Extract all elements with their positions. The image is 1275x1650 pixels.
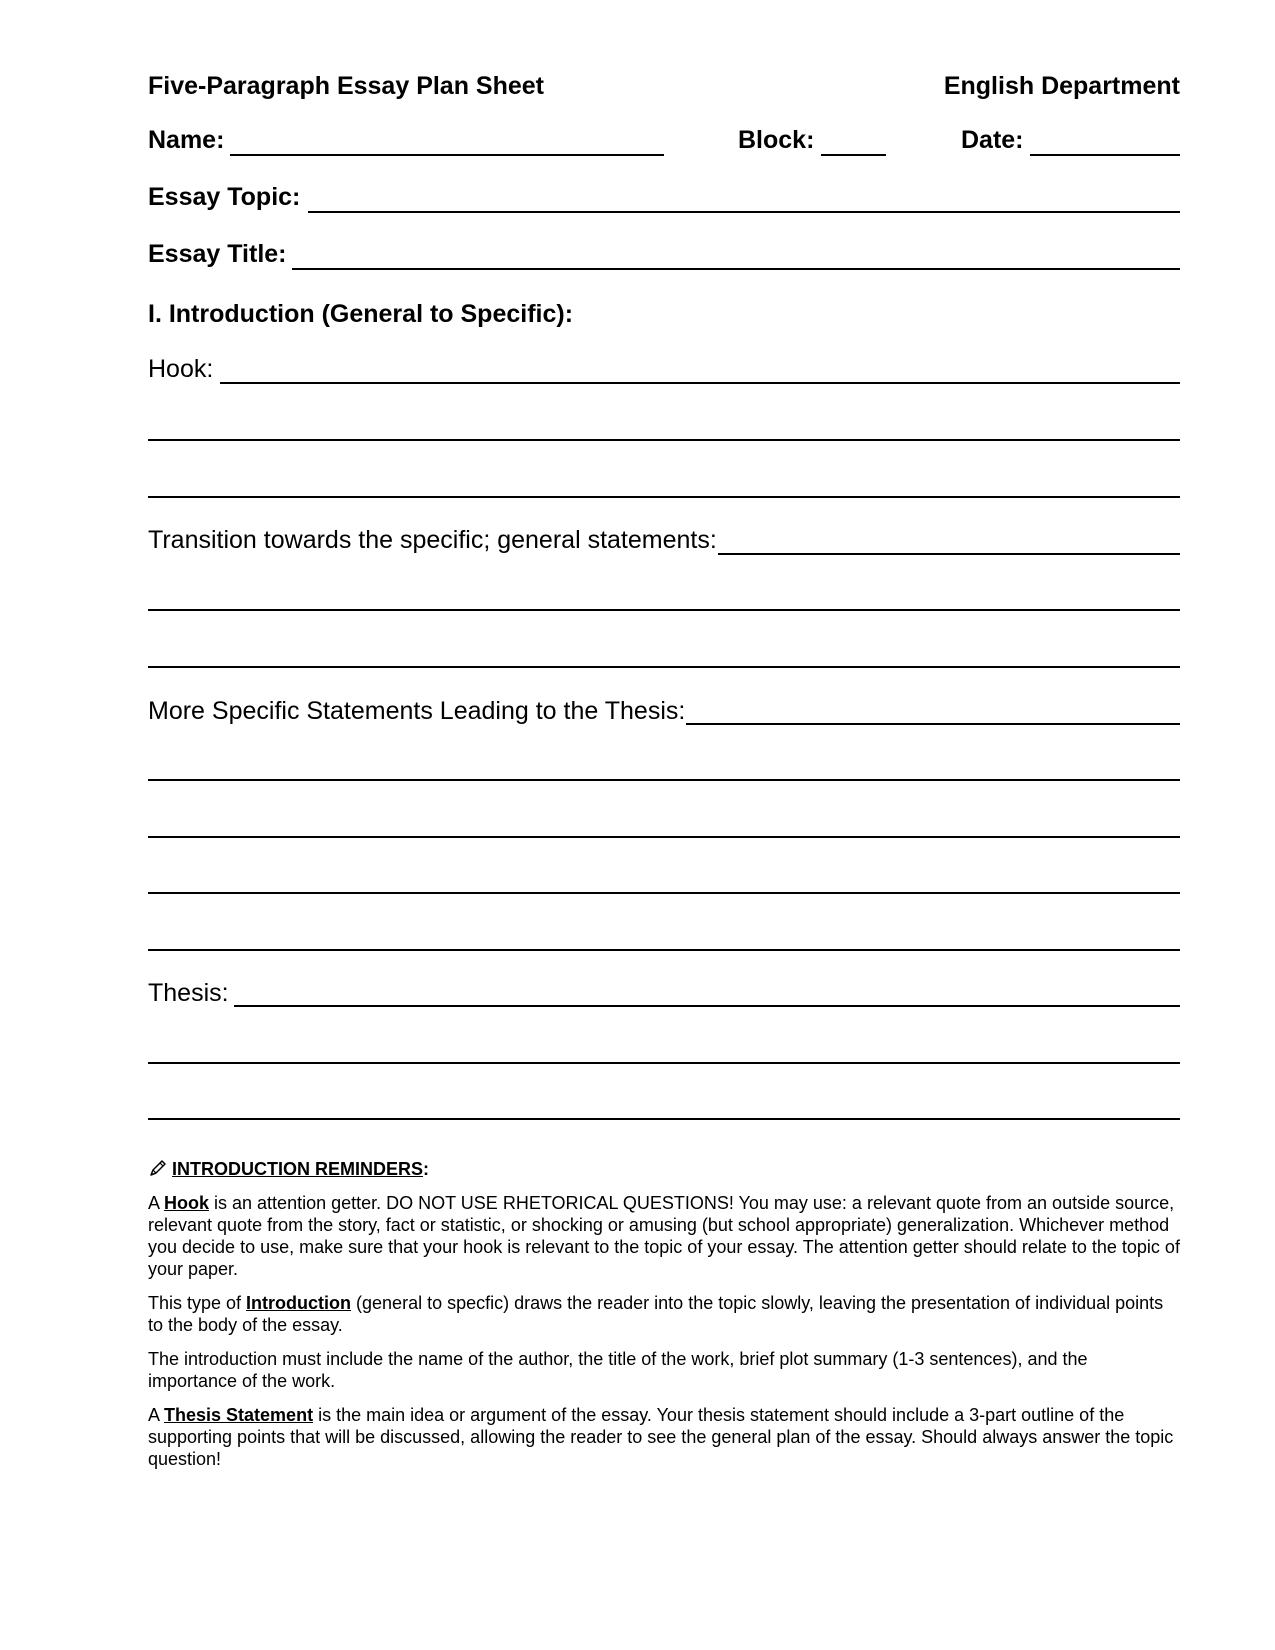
introduction-keyword: Introduction xyxy=(246,1293,352,1313)
thesis-keyword: Thesis Statement xyxy=(164,1405,314,1425)
hook-reminder xyxy=(148,1192,1180,1280)
specific-statements-line[interactable] xyxy=(148,949,1180,951)
block-field[interactable] xyxy=(821,154,886,156)
essay-title-label: Essay Title: xyxy=(148,240,287,268)
thesis-line[interactable] xyxy=(148,1118,1180,1120)
thesis-reminder-text: is the main idea or argument of the essay. Your thesis statement should include a 3-part outline of the supporting points that will be discussed, allowing the reader to see the general plan of the essay. Should always answer the topic question! xyxy=(148,1405,1174,1469)
specific-statements-line[interactable] xyxy=(686,723,1180,725)
name-field[interactable] xyxy=(230,154,664,156)
thesis-reminder-pre: A xyxy=(148,1405,165,1425)
introduction-reminders xyxy=(148,1158,1180,1482)
reminders-heading xyxy=(148,1158,1180,1180)
introduction-reminder-text: (general to specfic) draws the reader into the topic slowly, leaving the presentation of individual points to the body of the essay. xyxy=(148,1293,1164,1335)
transition-line[interactable] xyxy=(148,666,1180,668)
transition-line[interactable] xyxy=(148,609,1180,611)
specific-statements-line[interactable] xyxy=(148,779,1180,781)
department-name: English Department xyxy=(943,72,1180,100)
block-label: Block: xyxy=(738,126,815,154)
hook-line[interactable] xyxy=(148,439,1180,441)
hook-reminder-pre: A xyxy=(148,1193,165,1213)
date-label: Date: xyxy=(961,126,1024,154)
name-label: Name: xyxy=(148,126,225,154)
content-reminder: The introduction must include the name of the author, the title of the work, brief plot summary (1-3 sentences), and the importance of the work. xyxy=(148,1349,1088,1391)
thesis-line[interactable] xyxy=(148,1062,1180,1064)
essay-topic-field[interactable] xyxy=(308,211,1180,213)
thesis-label: Thesis: xyxy=(148,979,229,1007)
hook-keyword: Hook xyxy=(164,1193,210,1213)
specific-statements-label: More Specific Statements Leading to the Thesis: xyxy=(148,697,686,725)
reminders-heading-colon: : xyxy=(423,1159,429,1179)
hook-label: Hook: xyxy=(148,355,214,383)
transition-label: Transition towards the specific; general statements: xyxy=(148,526,717,554)
specific-statements-line[interactable] xyxy=(148,892,1180,894)
thesis-line[interactable] xyxy=(234,1005,1180,1007)
pencil-icon xyxy=(148,1158,168,1178)
introduction-reminder-pre: This type of xyxy=(148,1293,247,1313)
reminders-heading-text: INTRODUCTION REMINDERS xyxy=(172,1159,423,1179)
hook-line[interactable] xyxy=(220,382,1180,384)
essay-title-field[interactable] xyxy=(292,268,1180,270)
hook-reminder-text: is an attention getter. DO NOT USE RHETORICAL QUESTIONS! You may use: a relevant quote from an outside source, relevant quote from the story, fact or statistic, or shocking or amusing (but school appropriate) generalization. Whichever method you decide to use, make sure that your hook is relevant to the topic of your essay. The attention getter should relate to the topic of your paper. xyxy=(148,1193,1180,1279)
section-introduction-heading: I. Introduction (General to Specific): xyxy=(148,300,574,328)
specific-statements-line[interactable] xyxy=(148,836,1180,838)
hook-line[interactable] xyxy=(148,496,1180,498)
header xyxy=(148,72,1180,106)
thesis-reminder xyxy=(148,1404,1180,1470)
date-field[interactable] xyxy=(1030,154,1180,156)
transition-line[interactable] xyxy=(718,553,1180,555)
worksheet-title: Five-Paragraph Essay Plan Sheet xyxy=(148,72,545,100)
essay-topic-label: Essay Topic: xyxy=(148,183,301,211)
introduction-reminder xyxy=(148,1292,1180,1336)
